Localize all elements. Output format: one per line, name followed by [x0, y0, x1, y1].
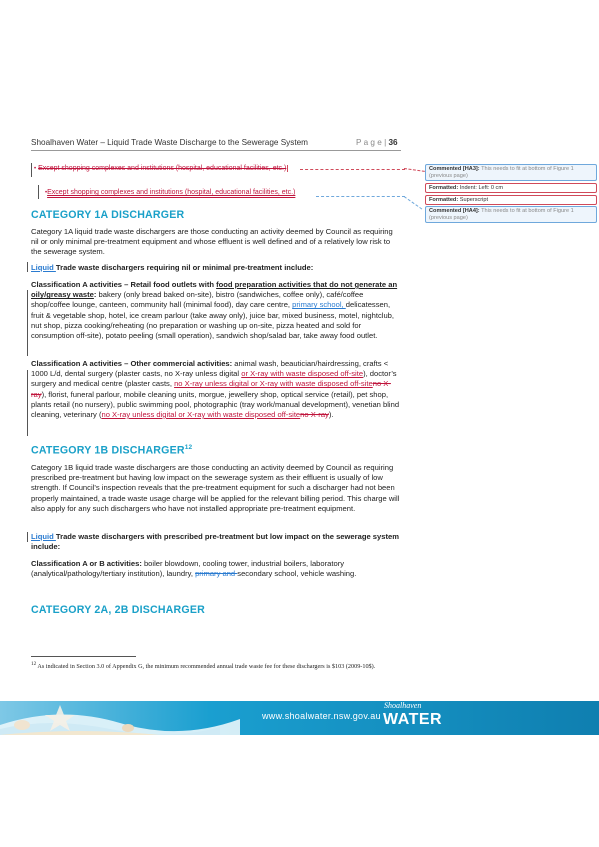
change-bar	[38, 185, 39, 199]
inserted-text: no X-ray unless digital or X-ray with waste disposed off-site	[101, 410, 301, 420]
moved-deleted-text[interactable]: Except shopping complexes and institutions (hospital, educational facilities, etc.)	[38, 165, 287, 172]
comment-label: Formatted:	[429, 197, 459, 203]
comment-label: Commented [HA4]:	[429, 208, 480, 214]
footnote-ref[interactable]: 12	[184, 444, 193, 451]
formatted-superscript-note[interactable]	[425, 195, 597, 205]
heading-text: CATEGORY 1B DISCHARGER	[31, 444, 185, 457]
change-bar	[27, 370, 28, 436]
change-bar	[27, 262, 28, 272]
running-header-title: Shoalhaven Water – Liquid Trade Waste Discharge to the Sewerage System	[31, 138, 309, 147]
classification-label: Classification A or B activities:	[31, 559, 142, 568]
footer-website-link[interactable]: www.shoalwater.nsw.gov.au	[262, 711, 381, 721]
page-label: P a g e	[356, 138, 382, 147]
classification-text: bakery (only bread baked on-site), bistro (sandwiches, coffee only), café/coffee shop/coffee lounge, canteen, community hall (minimal food), day care centre,	[31, 290, 364, 310]
inserted-text: no X-ray unless digital or X-ray with waste disposed off-site	[174, 379, 373, 389]
footnote-number: 12	[31, 661, 37, 667]
inserted-liquid: Liquid	[31, 532, 56, 541]
paragraph-category-1a: Category 1A liquid trade waste dischargers are those conducting an activity deemed by Council as requiring nil or only minimal pre-treatment equipment and whose effluent is well defined and of a relatively low risk to the sewerage system.	[31, 227, 393, 257]
classification-text: delicatessen, fruit & vegetable shop, hotel, ice cream parlour (take away only), juice bar, mixed business, motel, nightclub, nut shop, pizza cooking/reheating (no preparation or washing up on-site, pizza heated and sold for consumption off-site), potato peeling (small operation), sandwich shop/salad bar, take away food outlet.	[31, 300, 394, 341]
change-bar	[27, 532, 28, 542]
inserted-primary-school: primary school,	[292, 300, 346, 310]
moved-inserted-text[interactable]: Except shopping complexes and institutions (hospital, educational facilities, etc.)	[47, 189, 296, 196]
comment-label: Formatted:	[429, 185, 459, 191]
inserted-liquid: Liquid	[31, 263, 56, 272]
classification-text: secondary school, vehicle washing.	[237, 569, 357, 579]
intro-1b	[31, 532, 401, 552]
comment-subtext: (previous page)	[429, 215, 468, 221]
comment-ha4[interactable]	[425, 206, 597, 223]
comment-subtext: (previous page)	[429, 173, 468, 179]
comment-ha3[interactable]	[425, 164, 597, 181]
footnote	[31, 660, 401, 671]
classification-label: Classification A activities – Other commercial activities:	[31, 359, 233, 368]
comment-text: Superscript	[459, 197, 489, 203]
deleted-text: no X-ray	[300, 410, 329, 420]
intro-1a	[31, 263, 401, 273]
deleted-primary: primary and	[195, 569, 238, 579]
classification-text: ), doctor’s surgery and medical centre (plaster casts,	[31, 369, 397, 389]
deleted-text: no X-ray	[31, 379, 391, 399]
comment-connector	[316, 196, 405, 197]
classification-text: ).	[328, 410, 334, 420]
intro-1a-text: Trade waste dischargers requiring nil or minimal pre-treatment include:	[55, 263, 314, 272]
heading-category-1b	[31, 444, 192, 457]
intro-1b-text: Trade waste dischargers with prescribed pre-treatment but low impact on the sewerage system include:	[31, 532, 399, 552]
change-bar	[31, 163, 32, 177]
paragraph-category-1b: Category 1B liquid trade waste dischargers are those conducting an activity deemed by Council as requiring prescribed pre-treatment but having low impact on the sewerage system as their effluent is usually of low strength. If Council’s inspection reveals that the pre-treatment equipment for such a discharger had not been properly maintained, a trade waste usage charge will be applied for the relevant billing period. This charge will also apply for any such dischargers who have not installed appropriate pre-treatment equipment.	[31, 463, 400, 513]
classification-label: Classification A activities – Retail food outlets with	[31, 280, 217, 289]
comment-connector	[404, 168, 425, 172]
footnote-text: As indicated in Section 3.0 of Appendix G, the minimum recommended annual trade waste fee for these dischargers is $103 (2009-10$).	[36, 663, 376, 671]
inserted-text: or X-ray with waste disposed off-site	[241, 369, 364, 379]
classification-text: boiler blowdown, cooling tower, industrial boilers, laboratory (analytical/pathology/tertiary institution), laundry,	[31, 559, 345, 579]
classification-a-or-b	[31, 559, 401, 579]
formatted-indent-note[interactable]	[425, 183, 597, 193]
logo-wordmark-top: Shoalhaven	[384, 701, 422, 710]
classification-text: animal wash, beautician/hairdressing, crafts < 1000 L/d, dental surgery (plaster casts, no X-ray unless digital	[31, 359, 389, 379]
classification-label-underlined: food preparation activities that do not generate an oily/greasy waste	[31, 280, 398, 300]
classification-a-retail	[31, 280, 401, 341]
comment-text: This needs to fit at bottom of Figure 1	[481, 166, 574, 172]
moved-to-line: •Except shopping complexes and institutions (hospital, educational facilities, etc.)	[45, 189, 296, 196]
moved-from-line: • Except shopping complexes and institutions (hospital, educational facilities, etc.)	[34, 165, 287, 172]
shoalhaven-water-logo: WATER	[383, 711, 443, 728]
heading-category-1a: CATEGORY 1A DISCHARGER	[31, 209, 185, 221]
heading-category-2a-2b: CATEGORY 2A, 2B DISCHARGER	[31, 604, 205, 616]
classification-colon: :	[93, 290, 97, 300]
page-number: P a g e | 36	[356, 138, 398, 147]
comment-text: Indent: Left: 0 cm	[459, 185, 504, 191]
header-rule	[31, 150, 401, 151]
classification-text: ), florist, funeral parlour, mobile cleaning units, morgue, jewellery shop, optical service (retail), pet shop, plants retail (no nursery), public swimming pool, photographic (tray work/manual development), venetian blind cleaning, veterinary (	[31, 389, 400, 420]
change-bar	[27, 290, 28, 356]
footnote-rule	[31, 656, 136, 657]
comment-label: Commented [HA3]:	[429, 166, 480, 172]
classification-a-commercial	[31, 359, 401, 420]
comment-text: This needs to fit at bottom of Figure 1	[481, 208, 574, 214]
comment-connector	[300, 169, 405, 170]
comment-connector	[404, 196, 423, 209]
page-number-value: 36	[388, 138, 398, 147]
